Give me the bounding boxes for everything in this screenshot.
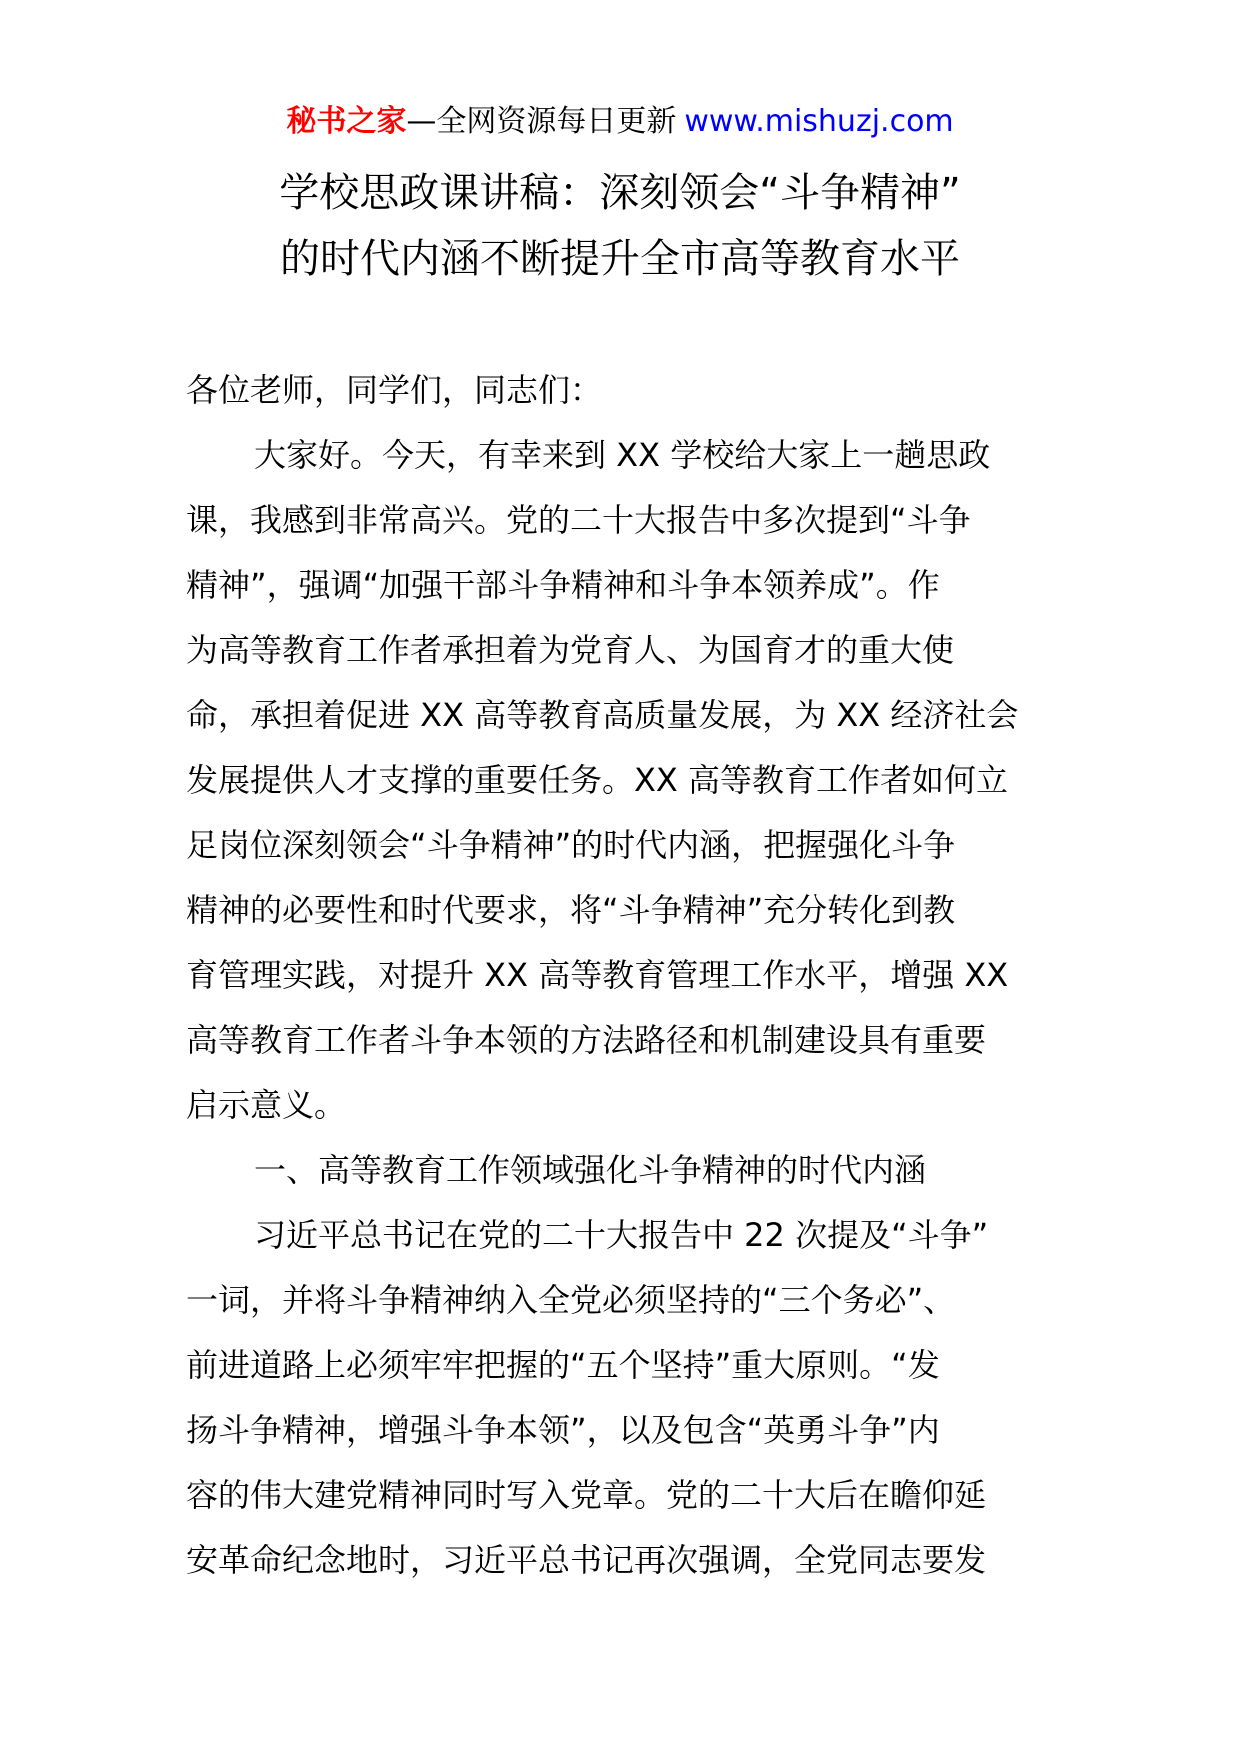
body-line: 安革命纪念地时，习近平总书记再次强调，全党同志要发 [186,1541,987,1579]
body-line: 育管理实践，对提升 XX 高等教育管理工作水平，增强 XX [186,956,1009,994]
title-line-2: 的时代内涵不断提升全市高等教育水平 [280,236,960,282]
body-line: 课，我感到非常高兴。党的二十大报告中多次提到“斗争 [186,501,971,539]
body-line: 一词，并将斗争精神纳入全党必须坚持的“三个务必”、 [186,1281,956,1319]
section-heading: 一、高等教育工作领域强化斗争精神的时代内涵 [254,1151,927,1189]
body-line: 高等教育工作者斗争本领的方法路径和机制建设具有重要 [186,1021,987,1059]
body-line: 启示意义。 [186,1086,347,1124]
body-line: 大家好。今天，有幸来到 XX 学校给大家上一趟思政 [254,436,991,474]
body-line: 容的伟大建党精神同时写入党章。党的二十大后在瞻仰延 [186,1476,987,1514]
site-url-link[interactable]: www.mishuzj.com [684,104,954,139]
body-line: 命，承担着促进 XX 高等教育高质量发展，为 XX 经济社会 [186,696,1019,734]
brand-name: 秘书之家 [286,104,407,139]
body-line: 发展提供人才支撑的重要任务。XX 高等教育工作者如何立 [186,761,1009,799]
body-line: 前进道路上必须牢牢把握的“五个坚持”重大原则。“发 [186,1346,940,1384]
body-line: 扬斗争精神，增强斗争本领”，以及包含“英勇斗争”内 [186,1411,940,1449]
body-line: 为高等教育工作者承担着为党育人、为国育才的重大使 [186,631,955,669]
document-title [0,160,1240,292]
title-line-1: 学校思政课讲稿：深刻领会“斗争精神” [279,170,961,216]
body-line: 习近平总书记在党的二十大报告中 22 次提及“斗争” [254,1216,989,1254]
site-header [0,100,1240,144]
salutation: 各位老师，同学们，同志们： [186,371,603,409]
body-line: 足岗位深刻领会“斗争精神”的时代内涵，把握强化斗争 [186,826,956,864]
body-line: 精神的必要性和时代要求，将“斗争精神”充分转化到教 [186,891,956,929]
document-body [186,358,1056,1593]
body-line: 精神”，强调“加强干部斗争精神和斗争本领养成”。作 [186,566,940,604]
header-tagline: —全网资源每日更新 [406,104,677,139]
